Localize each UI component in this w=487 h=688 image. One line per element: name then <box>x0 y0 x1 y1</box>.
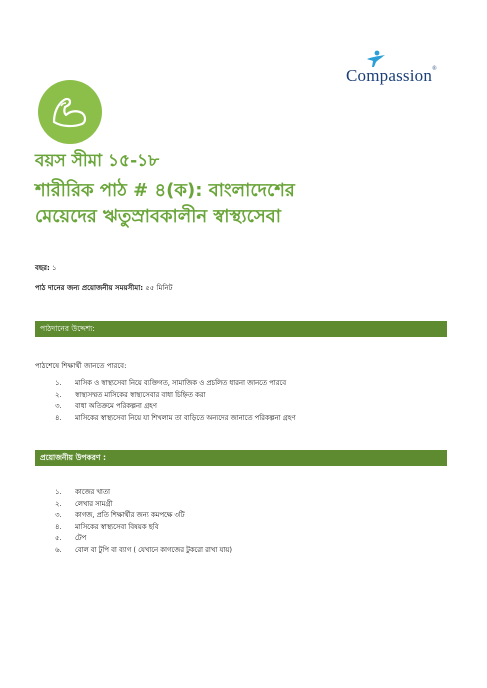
year-label: বছর: <box>35 264 50 272</box>
materials-heading: প্রয়োজনীয় উপকরণ : <box>35 450 447 466</box>
list-item: ২. স্বাস্থ্যসম্মত মাসিকের স্বাস্থ্যসেবার বাধা চিহ্নিত করা <box>55 390 206 399</box>
list-item: ১. মাসিক ও স্বাস্থ্যসেবা নিয়ে ব্যক্তিগত, সামাজিক ও প্রচলিত ধারনা জানতে পারবে <box>55 379 287 387</box>
list-item: ৩. বাধা অতিক্রমে পরিকল্পনা গ্রহণ <box>55 402 157 410</box>
time-row <box>35 282 172 294</box>
flexed-arm-logo <box>38 80 102 144</box>
year-value: ১ <box>52 264 57 272</box>
list-item: ২. লেখার সামগ্রী <box>55 499 113 508</box>
materials-list <box>55 487 232 556</box>
time-label: পাঠ দানের জন্য প্রয়োজনীয় সময়সীমা: <box>35 284 144 292</box>
brand-name: Compassion® <box>346 66 437 85</box>
title-line-1: শারীরিক পাঠ # ৪(ক): বাংলাদেশের <box>35 180 295 201</box>
age-range: বয়স সীমা ১৫-১৮ <box>35 151 160 171</box>
list-item: ৫. টেপ <box>55 534 87 542</box>
objectives-list <box>55 378 295 424</box>
compassion-logo <box>346 50 446 90</box>
list-item: ৪. মাসিকের স্বাস্থ্যসেবা নিয়ে যা শিখলাম তা বাড়িতে অন্যদের জানাতে পরিকল্পনা গ্রহণ <box>55 413 296 422</box>
time-value: ৫৫ মিনিট <box>145 284 173 292</box>
objectives-heading: পাঠদানের উদ্দেশ্য: <box>35 321 447 337</box>
page-title <box>35 178 455 230</box>
list-item: ১. কাজের খাতা <box>55 488 110 496</box>
year-row <box>35 262 57 274</box>
flexed-arm-icon <box>50 94 90 130</box>
list-item: ৬. বোল বা টুপি বা ব্যাগ ( যেখানে কাগজের টুকরো রাখা যায়) <box>55 545 232 554</box>
title-line-2: মেয়েদের ঋতুস্রাবকালীন স্বাস্থ্যসেবা <box>35 206 282 227</box>
list-item: ৪. মাসিকের স্বাস্থ্যসেবা বিষয়ক ছবি <box>55 522 159 531</box>
objectives-intro: পাঠশেষে শিক্ষার্থী জানতে পারবে: <box>35 362 127 370</box>
list-item: ৩. কাগজ, প্রতি শিক্ষার্থীর জন্য কমপক্ষে ৩টি <box>55 511 185 519</box>
